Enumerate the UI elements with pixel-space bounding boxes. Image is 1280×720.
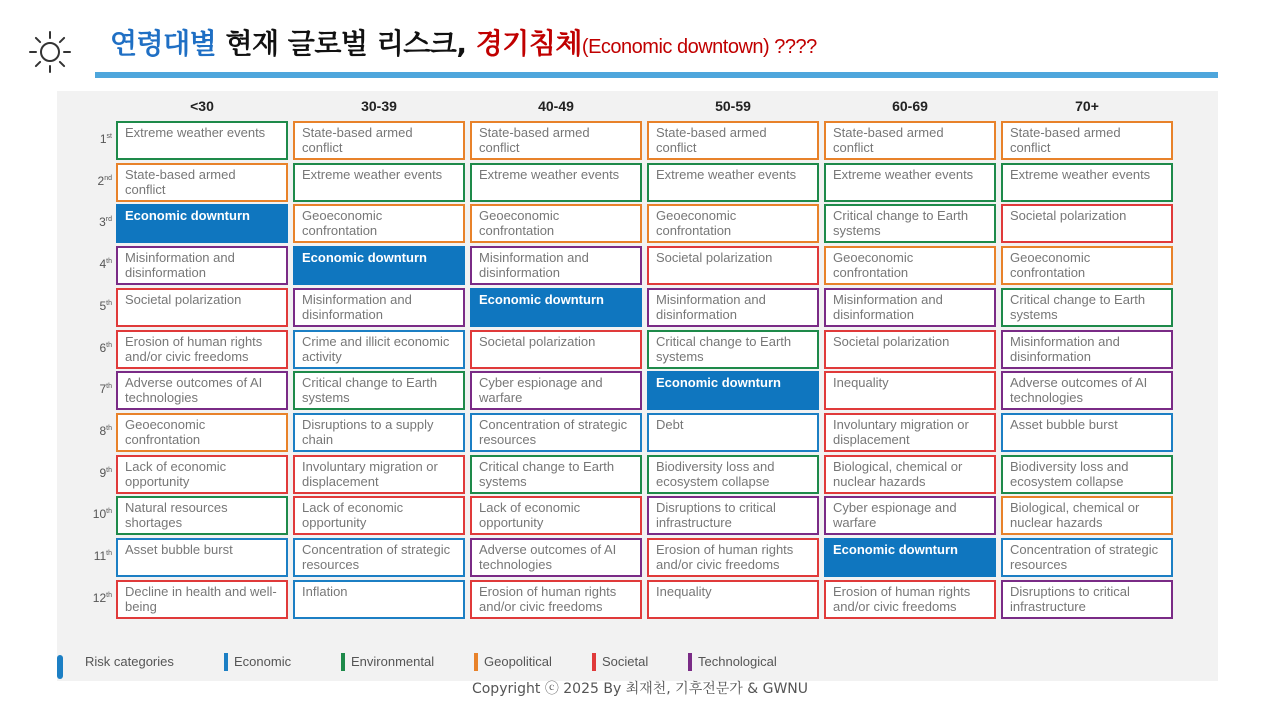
rank-label [78,466,112,480]
rank-label [78,549,112,563]
risk-cell: Erosion of human rights and/or civic freedoms [116,330,288,369]
rank-number: 12 [92,590,107,605]
risk-cell: Societal polarization [470,330,642,369]
risk-cell-highlighted: Economic downturn [824,538,996,577]
risk-cell: State-based armed conflict [824,121,996,160]
risk-cell: Disruptions to critical infrastructure [1001,580,1173,619]
rank-suffix: th [106,299,112,307]
risk-cell: Geoeconomic confrontation [293,204,465,243]
risk-cell: Biological, chemical or nuclear hazards [824,455,996,494]
risk-cell: Societal polarization [824,330,996,369]
risk-cell: Misinformation and disinformation [116,246,288,285]
sun-icon [28,30,72,74]
rank-number: 6 [99,340,107,355]
risk-cell: Critical change to Earth systems [824,204,996,243]
risk-cell: Extreme weather events [647,163,819,202]
left-edge-mark [57,655,63,679]
rank-suffix: th [106,383,112,391]
rank-suffix: st [106,133,112,140]
risk-cell: Geoeconomic confrontation [1001,246,1173,285]
legend-label: Risk categories [85,654,174,669]
risk-cell: Societal polarization [116,288,288,327]
risk-cell: Concentration of strategic resources [470,413,642,452]
column-header: 40-49 [538,98,574,114]
risk-cell: Critical change to Earth systems [1001,288,1173,327]
risk-cell: Debt [647,413,819,452]
title-underline [95,72,1218,78]
rank-number: 4 [99,257,107,272]
rank-suffix: th [106,341,112,349]
rank-suffix: th [106,258,112,266]
risk-cell: State-based armed conflict [470,121,642,160]
risk-cell: Critical change to Earth systems [647,330,819,369]
risk-cell-highlighted: Economic downturn [470,288,642,327]
rank-label [78,507,112,521]
risk-cell: Adverse outcomes of AI technologies [1001,371,1173,410]
risk-cell: Concentration of strategic resources [293,538,465,577]
legend-item: Technological [698,654,777,669]
rank-number: 1 [99,132,107,146]
rank-number: 8 [99,423,107,438]
column-header: 60-69 [892,98,928,114]
risk-cell: State-based armed conflict [293,121,465,160]
rank-number: 3 [99,215,106,230]
risk-cell: Involuntary migration or displacement [824,413,996,452]
risk-cell: Biodiversity loss and ecosystem collapse [647,455,819,494]
rank-number: 5 [99,298,107,313]
legend-color-swatch [592,653,596,671]
risk-cell: Biological, chemical or nuclear hazards [1001,496,1173,535]
rank-suffix: th [106,508,112,516]
rank-number: 7 [99,382,107,397]
risk-cell: State-based armed conflict [1001,121,1173,160]
risk-cell-highlighted: Economic downturn [647,371,819,410]
title-recession: 경기침체 [475,27,582,60]
rank-label [78,299,112,313]
risk-cell: Decline in health and well-being [116,580,288,619]
legend-item: Geopolitical [484,654,552,669]
column-header: 70+ [1075,98,1099,114]
copyright-footer: Copyright ⓒ 2025 By 최재천, 기후전문가 & GWNU [471,681,809,697]
column-header: <30 [190,98,214,114]
risk-cell: Disruptions to critical infrastructure [647,496,819,535]
rank-label [78,215,112,229]
risk-cell: State-based armed conflict [116,163,288,202]
risk-cell: Lack of economic opportunity [293,496,465,535]
legend-item: Societal [602,654,649,669]
rank-suffix: th [106,424,112,432]
rank-suffix: nd [104,174,112,182]
risk-cell: Inequality [824,371,996,410]
legend-item: Economic [234,654,292,669]
risk-cell: Inequality [647,580,819,619]
risk-cell: Cyber espionage and warfare [470,371,642,410]
risk-cell: Geoeconomic confrontation [647,204,819,243]
risk-cell: Misinformation and disinformation [647,288,819,327]
risk-cell: Asset bubble burst [1001,413,1173,452]
column-header: 50-59 [715,98,751,114]
risk-cell: Biodiversity loss and ecosystem collapse [1001,455,1173,494]
rank-label [78,341,112,355]
risk-cell: Concentration of strategic resources [1001,538,1173,577]
risk-cell: Societal polarization [1001,204,1173,243]
risk-cell: Cyber espionage and warfare [824,496,996,535]
rank-suffix: th [106,550,112,557]
risk-cell: Critical change to Earth systems [470,455,642,494]
rank-label [78,174,112,188]
risk-cell: Extreme weather events [824,163,996,202]
risk-cell: Asset bubble burst [116,538,288,577]
risk-cell: Erosion of human rights and/or civic freedoms [647,538,819,577]
title-global-risk: 현재 글로벌 리스크, [216,27,476,60]
risk-cell: Crime and illicit economic activity [293,330,465,369]
risk-cell: Geoeconomic confrontation [116,413,288,452]
risk-cell: Extreme weather events [116,121,288,160]
legend-color-swatch [224,653,228,671]
risk-cell: Critical change to Earth systems [293,371,465,410]
risk-cell: Adverse outcomes of AI technologies [470,538,642,577]
rank-label [78,382,112,396]
title-english: (Economic downtown) ???? [581,36,817,58]
risk-cell: Geoeconomic confrontation [824,246,996,285]
title-age-group: 연령대별 [110,27,217,60]
risk-cell: Misinformation and disinformation [824,288,996,327]
rank-label [78,591,112,605]
risk-cell: Inflation [293,580,465,619]
rank-suffix: th [106,591,112,599]
risk-cell: Adverse outcomes of AI technologies [116,371,288,410]
legend-item: Environmental [351,654,435,669]
risk-cell: State-based armed conflict [647,121,819,160]
legend-color-swatch [474,653,478,671]
risk-cell: Misinformation and disinformation [470,246,642,285]
risk-cell: Involuntary migration or displacement [293,455,465,494]
column-header: 30-39 [361,98,397,114]
rank-number: 2 [97,173,105,188]
risk-cell: Erosion of human rights and/or civic freedoms [824,580,996,619]
risk-cell: Societal polarization [647,246,819,285]
risk-cell: Misinformation and disinformation [1001,330,1173,369]
rank-label [78,257,112,271]
risk-cell: Natural resources shortages [116,496,288,535]
rank-label [78,424,112,438]
rank-label [78,132,112,146]
risk-cell: Lack of economic opportunity [116,455,288,494]
risk-cell: Erosion of human rights and/or civic freedoms [470,580,642,619]
rank-number: 11 [93,549,107,563]
risk-cell-highlighted: Economic downturn [293,246,465,285]
rank-number: 10 [92,507,107,522]
risk-cell-highlighted: Economic downturn [116,204,288,243]
risk-cell: Disruptions to a supply chain [293,413,465,452]
legend-color-swatch [688,653,692,671]
risk-cell: Lack of economic opportunity [470,496,642,535]
risk-cell: Geoeconomic confrontation [470,204,642,243]
risk-cell: Extreme weather events [1001,163,1173,202]
risk-cell: Extreme weather events [470,163,642,202]
legend-color-swatch [341,653,345,671]
rank-suffix: rd [105,216,112,224]
risk-cell: Extreme weather events [293,163,465,202]
rank-number: 9 [99,465,107,480]
slide-title [110,22,817,62]
rank-suffix: th [106,466,112,474]
risk-cell: Misinformation and disinformation [293,288,465,327]
